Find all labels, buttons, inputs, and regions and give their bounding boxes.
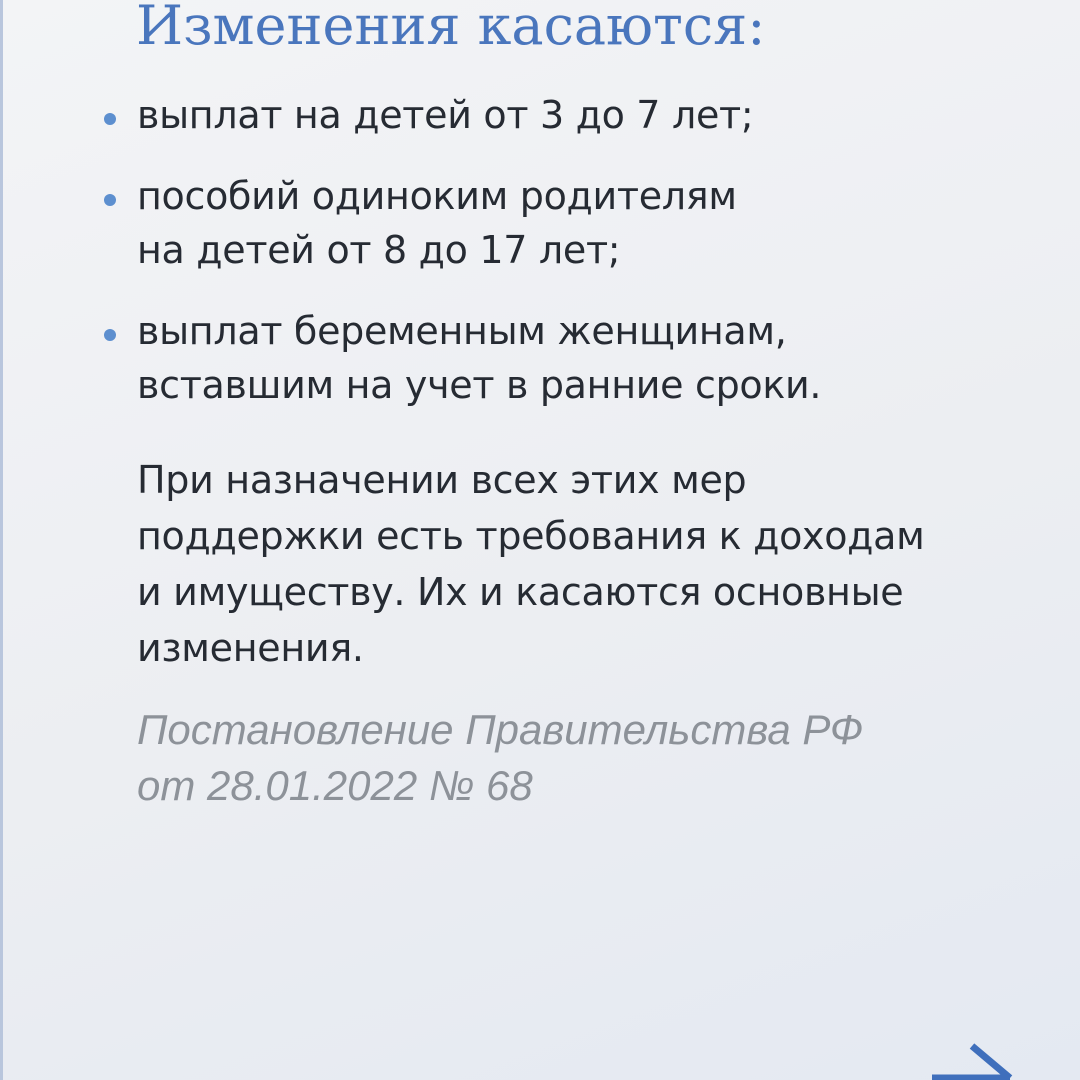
- left-edge-line: [0, 0, 3, 1080]
- bullet-icon: [104, 194, 116, 206]
- list-item: [100, 304, 821, 412]
- changes-list: [100, 88, 821, 439]
- note-paragraph: При назначении всех этих мер поддержки есть требования к доходам и имуществу. Их и касаются основные изменения.: [137, 458, 925, 670]
- list-item-text: выплат беременным женщинам, вставшим на учет в ранние сроки.: [137, 309, 822, 407]
- list-item: [100, 88, 821, 142]
- bullet-icon: [104, 113, 116, 125]
- bullet-icon: [104, 329, 116, 341]
- list-item: [100, 169, 821, 277]
- list-item-text: выплат на детей от 3 до 7 лет;: [137, 93, 754, 137]
- arrow-right-icon: [924, 1034, 1034, 1080]
- source-reference: Постановление Правительства РФ от 28.01.2022 № 68: [137, 706, 864, 809]
- list-item-text: пособий одиноким родителям на детей от 8 до 17 лет;: [137, 174, 737, 272]
- heading: Изменения касаются:: [136, 0, 766, 57]
- next-slide-button[interactable]: [924, 1034, 1034, 1080]
